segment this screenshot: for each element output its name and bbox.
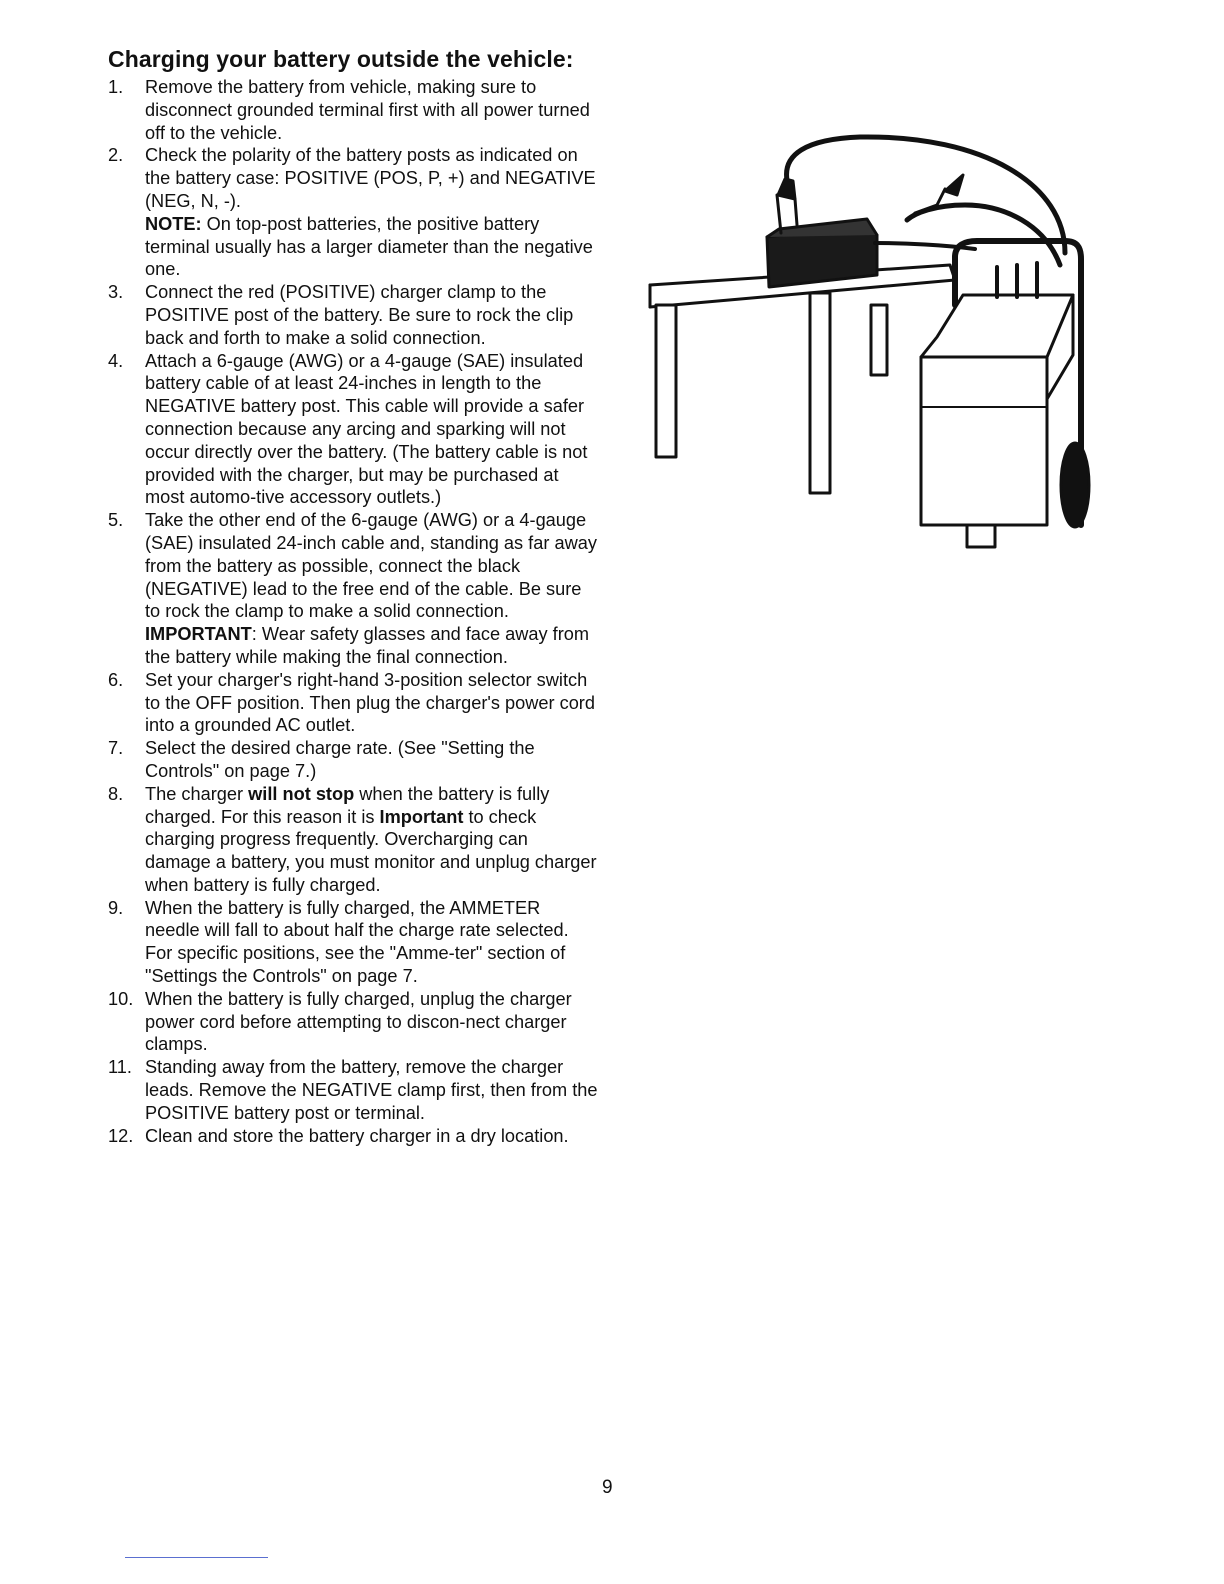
step-number: 10.: [108, 988, 134, 1009]
step-number: 11.: [108, 1057, 132, 1078]
step-number: 12.: [108, 1125, 134, 1146]
charging-steps-list: [108, 76, 598, 1147]
step-text: Set your charger's right-hand 3-position selector switch to the OFF position. Then plug the charger's power cord into a grounded AC outlet.: [145, 669, 595, 736]
step-text: Standing away from the battery, remove the charger leads. Remove the NEGATIVE clamp first, then from the POSITIVE battery post or terminal.: [145, 1057, 598, 1123]
step-text: to check charging progress frequently. Overcharging can damage a battery, you must monitor and unplug charger when battery is fully charged.: [145, 806, 597, 895]
battery-charger-illustration: [645, 125, 1095, 565]
bold-text: Important: [379, 806, 464, 827]
list-item: [108, 1125, 598, 1148]
list-item: [108, 144, 598, 281]
step-number: 3.: [108, 282, 124, 303]
list-item: [108, 350, 598, 510]
step-text: Check the polarity of the battery posts as indicated on the battery case: POSITIVE (POS, P, +) and NEGATIVE (NEG, N, -).: [145, 145, 596, 211]
step-note: [145, 213, 598, 281]
bold-text: will not stop: [248, 783, 355, 804]
step-number: 4.: [108, 350, 124, 371]
step-text: Attach a 6-gauge (AWG) or a 4-gauge (SAE) insulated battery cable of at least 24-inches in length to the NEGATIVE battery post. This cable will provide a safer connection because any arcing and sparking will not occur directly over the battery. (The battery cable is not provided with the charger, but may be purchased at most automo-tive accessory outlets.): [145, 350, 588, 508]
step-text: Remove the battery from vehicle, making sure to disconnect grounded terminal first with all power turned off to the vehicle.: [145, 77, 590, 143]
step-number: 7.: [108, 738, 124, 759]
list-item: [108, 76, 598, 144]
step-number: 9.: [108, 897, 124, 918]
step-text: when the battery is fully charged. For this reason it is: [145, 783, 550, 827]
page-number: 9: [602, 1477, 613, 1498]
step-text: When the battery is fully charged, the AMMETER needle will fall to about half the charge rate selected. For specific positions, see the "Amme-ter" section of "Settings the Controls" on page 7.: [145, 897, 569, 987]
list-item: [108, 988, 598, 1056]
list-item: [108, 669, 598, 737]
list-item: [108, 509, 598, 669]
note-label: NOTE:: [145, 213, 202, 234]
step-text: : Wear safety glasses and face away from the battery while making the final connection.: [145, 624, 590, 667]
list-item: [108, 737, 598, 783]
step-text: Take the other end of the 6-gauge (AWG) or a 4-gauge (SAE) insulated 24-inch cable and, standing as far away from the battery as possible, connect the black (NEGATIVE) lead to the free end of the cable. Be sure to rock the clamp to make a solid connection.: [145, 510, 597, 622]
list-item: [108, 783, 598, 897]
step-number: 8.: [108, 783, 124, 804]
step-text: The charger: [145, 783, 249, 804]
step-number: 5.: [108, 510, 124, 531]
list-item: [108, 897, 598, 988]
step-text: Clean and store the battery charger in a dry location.: [145, 1125, 569, 1146]
section-heading: Charging your battery outside the vehicle:: [108, 46, 574, 72]
step-text: Connect the red (POSITIVE) charger clamp to the POSITIVE post of the battery. Be sure to rock the clip back and forth to make a solid connection.: [145, 282, 574, 348]
step-number: 2.: [108, 145, 124, 166]
list-item: [108, 1056, 598, 1124]
important-label: IMPORTANT: [145, 624, 252, 645]
footer-rule: [125, 1557, 268, 1558]
step-text: When the battery is fully charged, unplug the charger power cord before attempting to discon-nect charger clamps.: [145, 988, 572, 1055]
step-number: 6.: [108, 669, 124, 690]
step-number: 1.: [108, 77, 124, 97]
note-text: On top-post batteries, the positive battery terminal usually has a larger diameter than the negative one.: [145, 213, 593, 280]
list-item: [108, 281, 598, 349]
step-text: Select the desired charge rate. (See "Setting the Controls" on page 7.): [145, 738, 535, 781]
